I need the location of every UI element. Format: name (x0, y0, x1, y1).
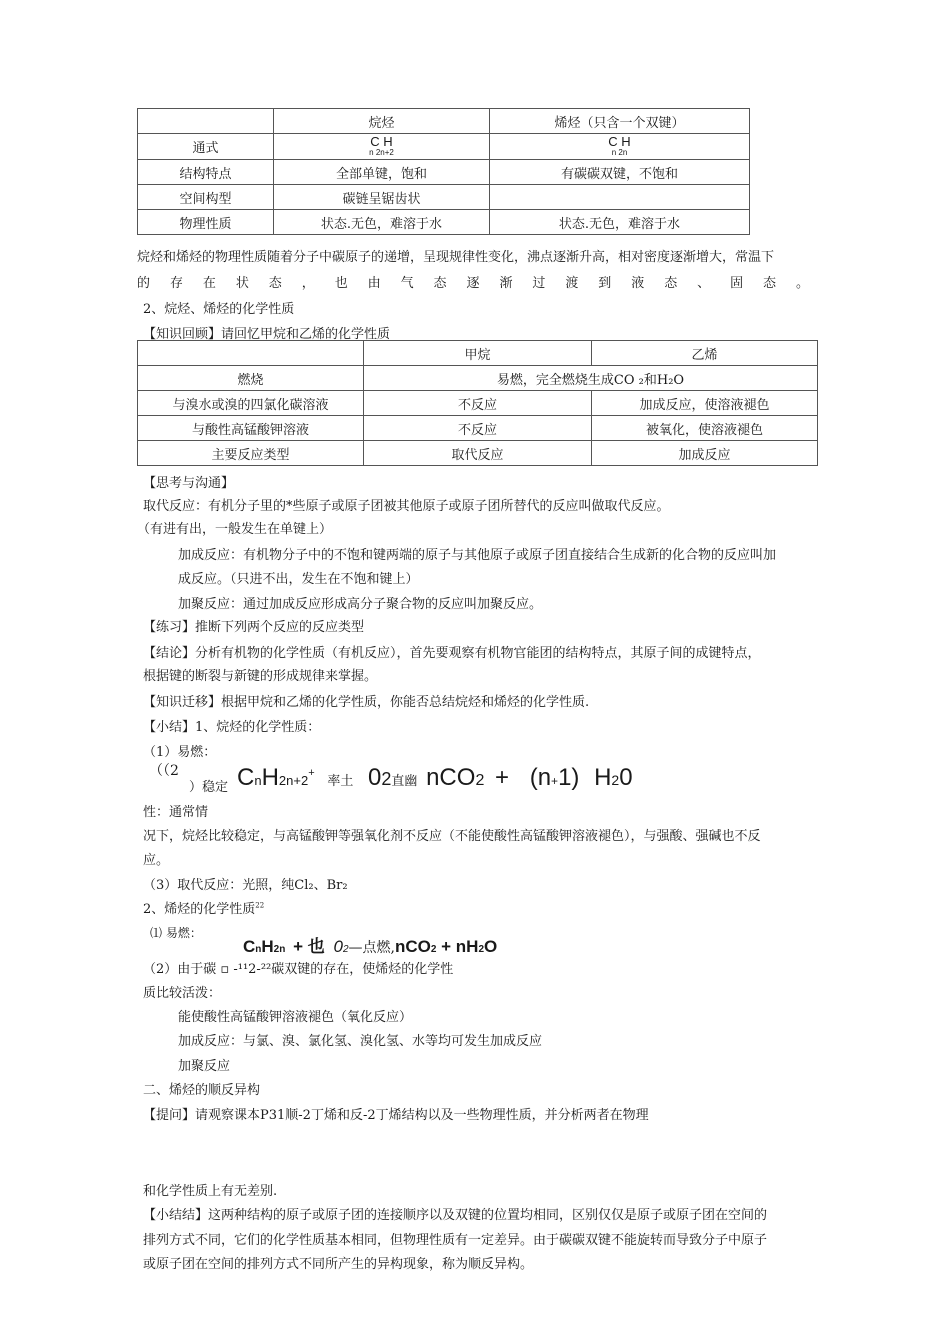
row-label: 燃烧 (138, 366, 364, 391)
alkene-polymerization: 加聚反应 (178, 1059, 231, 1074)
substitution-definition: 取代反应：有机分子里的*些原子或原子团被其他原子或原子团所替代的反应叫做取代反应。 (143, 499, 670, 514)
table-cell: 加成反应，使溶液褪色 (592, 391, 818, 416)
alkene-addition: 加成反应：与氯、溴、氯化氢、溴化氢、水等均可发生加成反应 (178, 1034, 543, 1049)
think-heading: 【思考与沟通】 (143, 476, 235, 491)
table-header-row (138, 341, 818, 366)
table-cell: 被氧化，使溶液褪色 (592, 416, 818, 441)
table-header-cell: 乙烯 (592, 341, 818, 366)
question-text: 【提问】请观察课本P31顺-2丁烯和反-2丁烯结构以及一些物理性质，并分析两者在物理 (143, 1108, 649, 1123)
row-label: 通式 (138, 134, 274, 160)
table-cell: 不反应 (364, 391, 592, 416)
mini-summary: 【小结结】这两种结构的原子或原子团的连接顺序以及双键的位置均相同，区别仅仅是原子或原子团在空间的 (143, 1208, 768, 1223)
alkene-section-title: 2、烯烃的化学性质$^{22}$ (143, 901, 265, 917)
addition-definition: 加成反应：有机物分子中的不饱和键两端的原子与其他原子或原子团直接结合生成新的化合物的反应叫加 (178, 548, 777, 563)
knowledge-transfer: 【知识迁移】根据甲烷和乙烯的化学性质，你能否总结烷烃和烯烃的化学性质. (143, 695, 590, 710)
table-cell: 不反应 (364, 416, 592, 441)
table-cell: 取代反应 (364, 441, 592, 466)
item-stable-prefix: （（2 (149, 763, 179, 779)
table-cell: 状态.无色，难溶于水 (490, 210, 750, 235)
knowledge-review: 【知识回顾】请回忆甲烷和乙烯的化学性质 (143, 327, 391, 342)
table-header-cell: 烷烃 (274, 109, 490, 134)
polymerization-definition: 加聚反应：通过加成反应形成高分子聚合物的反应叫加聚反应。 (178, 597, 543, 612)
alkane-alkene-comparison-table (137, 108, 750, 235)
table-header-row (138, 109, 750, 134)
alkene-combustion-equation: CnH2n + 也 02—点燃,nCO2 + nH2O (243, 937, 498, 956)
isomer-section-title: 二、烯烃的顺反异构 (143, 1083, 261, 1098)
alkane-combustion-equation: CnH2n+2+ 率土 02直幽 nCO2 + (n+1) H20 (237, 764, 633, 791)
row-label: 主要反应类型 (138, 441, 364, 466)
table-cell: 有碳碳双键，不饱和 (490, 160, 750, 185)
table-row (138, 134, 750, 160)
table-cell: 全部单键，饱和 (274, 160, 490, 185)
table-cell (138, 341, 364, 366)
alkene-item-reactive-cont: 质比较活泼： (143, 986, 222, 1001)
row-label: 与溴水或溴的四氯化碳溶液 (138, 391, 364, 416)
table-cell (490, 185, 750, 210)
substitution-note: （有进有出，一般发生在单键上） (137, 522, 333, 537)
merged-cell: 易燃，完全燃烧生成CO ₂和H₂O (364, 366, 818, 391)
stable-text-end: 应。 (143, 853, 170, 868)
table-header-cell: 甲烷 (364, 341, 592, 366)
stable-text-cont: 况下，烷烃比较稳定，与高锰酸钾等强氧化剂不反应（不能使酸性高锰酸钾溶液褪色），与强酸、强碱也不反 (143, 829, 761, 844)
table-cell (138, 109, 274, 134)
row-label: 结构特点 (138, 160, 274, 185)
question-text-cont: 和化学性质上有无差别. (143, 1184, 278, 1199)
table-row (138, 210, 750, 235)
alkene-item-reactive: （2）由于碳 ▫ -¹¹2-²²碳双键的存在，使烯烃的化学性 (143, 962, 454, 977)
formula-cell: C H n 2n (490, 134, 750, 160)
stable-text: 性：通常情 (143, 805, 209, 820)
practice-heading: 【练习】推断下列两个反应的反应类型 (143, 620, 365, 635)
addition-definition-cont: 成反应。（只进不出，发生在不饱和键上） (178, 572, 419, 587)
paragraph-physical-properties: 烷烃和烯烃的物理性质随着分子中碳原子的递增，呈现规律性变化，沸点逐渐升高，相对密度逐渐增大，常温下 (137, 250, 775, 265)
item-stable-label: ）稳定 (189, 780, 229, 795)
table-row (138, 185, 750, 210)
alkene-oxidation: 能使酸性高锰酸钾溶液褪色（氧化反应） (178, 1010, 413, 1025)
row-label: 空间构型 (138, 185, 274, 210)
summary-heading: 【小结】1、烷烃的化学性质： (143, 720, 321, 735)
table-row (138, 441, 818, 466)
table-row (138, 416, 818, 441)
item-flammable: （1）易燃： (143, 745, 217, 760)
table-header-cell: 烯烃（只含一个双键） (490, 109, 750, 134)
methane-ethylene-table (137, 340, 818, 466)
conclusion-text: 【结论】分析有机物的化学性质（有机反应），首先要观察有机物官能团的结构特点，其原子间的成键特点， (143, 646, 761, 661)
alkene-item-flammable: ⑴ 易燃： (150, 926, 202, 940)
row-label: 物理性质 (138, 210, 274, 235)
table-row (138, 366, 818, 391)
table-cell: 状态.无色，难溶于水 (274, 210, 490, 235)
table-row (138, 160, 750, 185)
mini-summary-cont: 排列方式不同，它们的化学性质基本相同，但物理性质有一定差异。由于碳碳双键不能旋转而导致分子中原子 (143, 1233, 768, 1248)
paragraph-physical-properties-cont: 的存在状态，也由气态逐渐过渡到液态、固态。 (137, 276, 809, 291)
row-label: 与酸性高锰酸钾溶液 (138, 416, 364, 441)
item-substitution: （3）取代反应：光照，纯Cl₂、Br₂ (143, 878, 348, 893)
formula-cell: C H n 2n+2 (274, 134, 490, 160)
table-cell: 碳链呈锯齿状 (274, 185, 490, 210)
section-title: 2、烷烃、烯烃的化学性质 (143, 302, 295, 317)
conclusion-text-cont: 根据键的断裂与新键的形成规律来掌握。 (143, 669, 378, 684)
table-row (138, 391, 818, 416)
mini-summary-end: 或原子团在空间的排列方式不同所产生的异构现象，称为顺反异构。 (143, 1257, 534, 1272)
table-cell: 加成反应 (592, 441, 818, 466)
